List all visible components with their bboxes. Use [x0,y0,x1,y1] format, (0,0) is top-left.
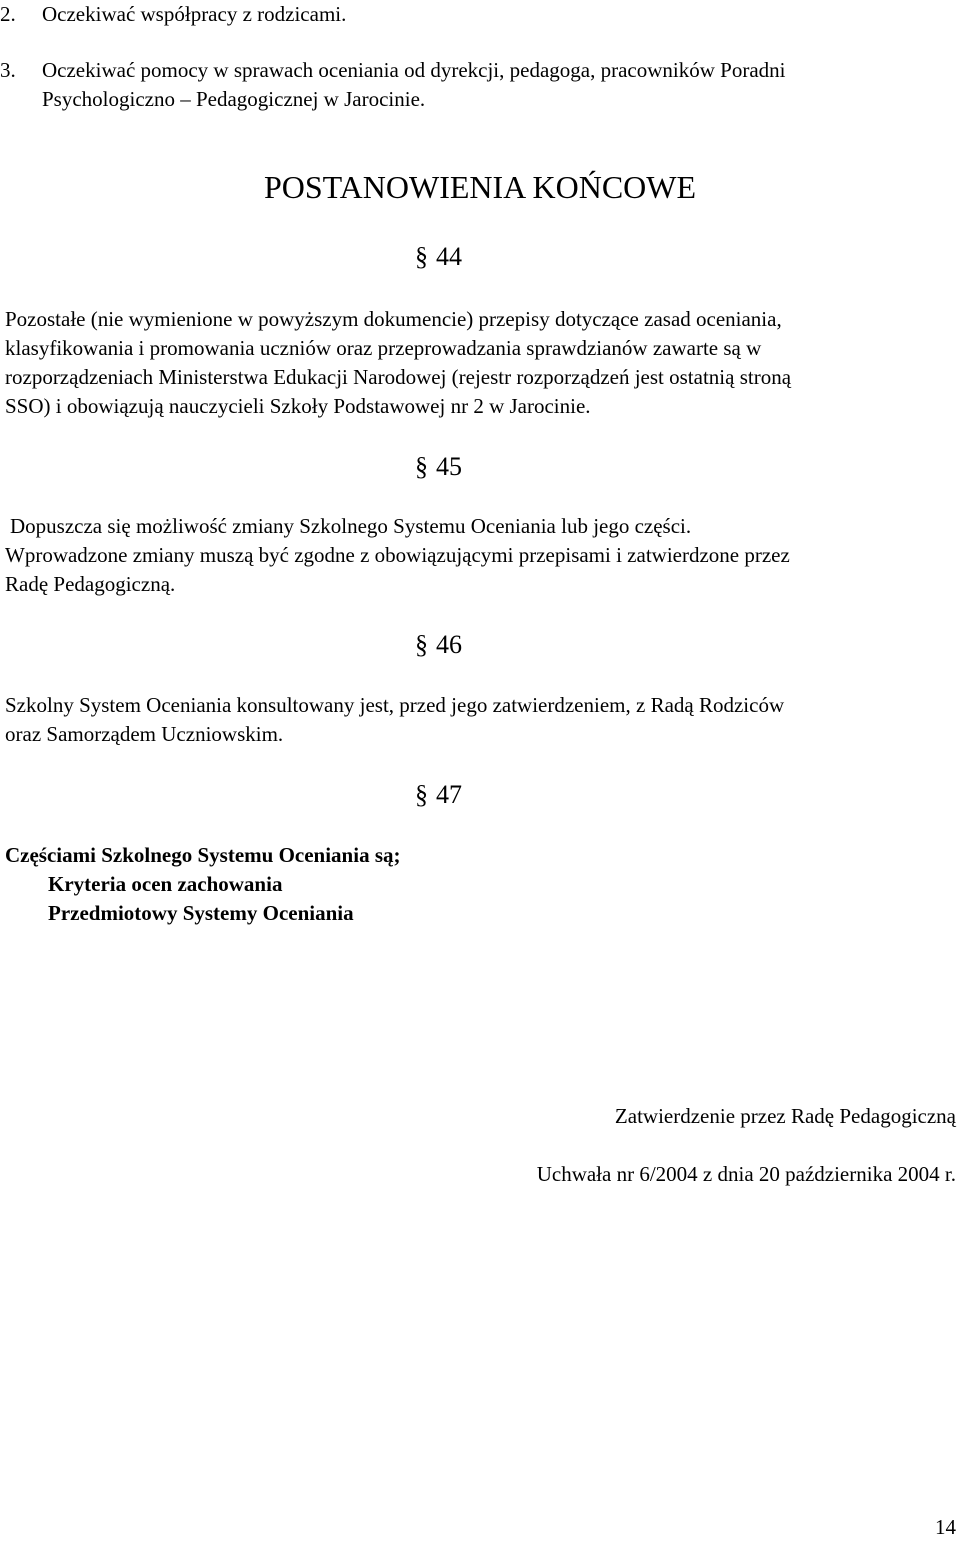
s44-line-1: Pozostałe (nie wymienione w powyższym dokumencie) przepisy dotyczące zasad oceniania, [5,307,782,331]
section-marker-44 [415,241,462,273]
page-number: 14 [935,1515,956,1539]
section-symbol: § [415,242,428,271]
s44-line-2: klasyfikowania i promowania uczniów oraz przeprowadzania sprawdzianów zawarte są w [5,336,762,360]
section-symbol: § [415,780,428,809]
section-number: 44 [436,242,462,271]
section-marker-46 [415,629,462,661]
s44-line-3: rozporządzeniach Ministerstwa Edukacji Narodowej (rejestr rozporządzeń jest ostatnią stroną [5,365,792,389]
section-marker-45 [415,451,462,483]
section-number: 45 [436,452,462,481]
s47-line-1: Częściami Szkolnego Systemu Oceniania są; [5,843,401,867]
list-item-number: 3. [0,58,16,82]
section-number: 46 [436,630,462,659]
section-marker-47 [415,779,462,811]
s44-line-4: SSO) i obowiązują nauczycieli Szkoły Podstawowej nr 2 w Jarocinie. [5,394,591,418]
list-item-text: Oczekiwać współpracy z rodzicami. [42,2,347,26]
approval-line: Zatwierdzenie przez Radę Pedagogiczną [614,1104,956,1128]
section-symbol: § [415,630,428,659]
list-item-number: 2. [0,2,16,26]
resolution-line: Uchwała nr 6/2004 z dnia 20 października 2004 r. [536,1162,956,1186]
s47-line-3: Przedmiotowy Systemy Oceniania [48,901,354,925]
section-heading: POSTANOWIENIA KOŃCOWE [263,169,697,205]
s45-line-1: Dopuszcza się możliwość zmiany Szkolnego Systemu Oceniania lub jego części. [10,514,692,538]
s45-line-2: Wprowadzone zmiany muszą być zgodne z obowiązującymi przepisami i zatwierdzone przez [5,543,790,567]
s45-line-3: Radę Pedagogiczną. [5,572,176,596]
s47-line-2: Kryteria ocen zachowania [48,872,283,896]
list-item-text-line-1: Oczekiwać pomocy w sprawach oceniania od dyrekcji, pedagoga, pracowników Poradni [42,58,786,82]
section-symbol: § [415,452,428,481]
s46-line-2: oraz Samorządem Uczniowskim. [5,722,284,746]
section-number: 47 [436,780,462,809]
list-item-text-line-2: Psychologiczno – Pedagogicznej w Jarocinie. [42,87,426,111]
s46-line-1: Szkolny System Oceniania konsultowany jest, przed jego zatwierdzeniem, z Radą Rodziców [5,693,785,717]
